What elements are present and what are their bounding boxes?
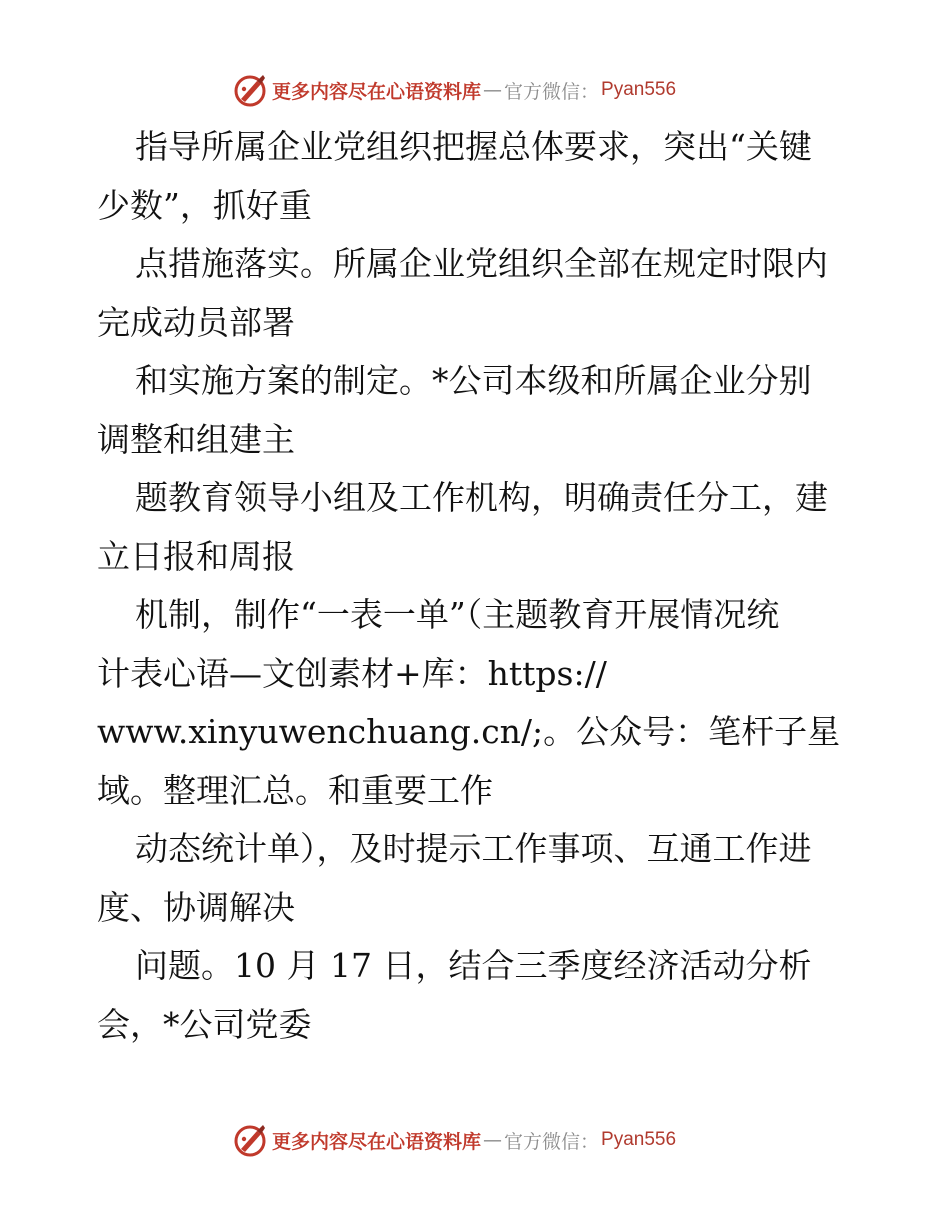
- footer-banner: [232, 1120, 676, 1160]
- body-line: 调整和组建主: [97, 419, 295, 459]
- body-line: 计表心语—文创素材+库：https://: [97, 653, 607, 693]
- banner-dash: —: [483, 1129, 503, 1151]
- body-line: 度、协调解决: [97, 887, 295, 927]
- banner-wechat-id: Pyan556: [601, 79, 677, 100]
- body-line: 动态统计单），及时提示工作事项、互通工作进: [135, 829, 812, 868]
- banner-wechat-id: Pyan556: [601, 1129, 677, 1150]
- body-line: 立日报和周报: [97, 536, 295, 576]
- quill-pen-logo-icon: [232, 72, 268, 108]
- header-banner: [232, 70, 676, 110]
- banner-brand-text: 更多内容尽在心语资料库: [272, 1130, 482, 1153]
- body-line: 机制，制作“一表一单”（主题教育开展情况统: [135, 595, 780, 634]
- body-line: 和实施方案的制定。*公司本级和所属企业分别: [135, 361, 812, 400]
- body-line: 会，*公司党委: [97, 1004, 312, 1044]
- body-line: www.xinyuwenchuang.cn/;。公众号：笔杆子星: [97, 712, 841, 751]
- body-line: 域。整理汇总。和重要工作: [97, 770, 493, 810]
- body-line: 点措施落实。所属企业党组织全部在规定时限内: [135, 244, 828, 283]
- banner-brand-text: 更多内容尽在心语资料库: [272, 80, 482, 103]
- body-line: 指导所属企业党组织把握总体要求，突出“关键: [135, 127, 812, 166]
- banner-wechat-label: 官方微信：: [504, 1130, 600, 1153]
- document-body: [97, 118, 897, 1054]
- banner-wechat-label: 官方微信：: [504, 80, 600, 103]
- body-line: 题教育领导小组及工作机构，明确责任分工，建: [135, 478, 828, 517]
- body-line: 少数”，抓好重: [97, 185, 312, 225]
- body-line: 完成动员部署: [97, 302, 295, 342]
- quill-pen-logo-icon: [232, 1122, 268, 1158]
- body-line: 问题。10 月 17 日，结合三季度经济活动分析: [135, 946, 812, 985]
- banner-dash: —: [483, 79, 503, 101]
